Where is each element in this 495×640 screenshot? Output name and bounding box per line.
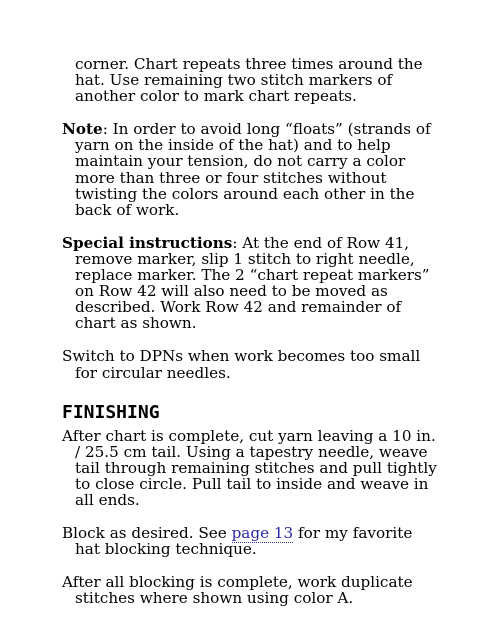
- chart-repeats-paragraph: corner. Chart repeats three times around the hat. Use remaining two stitch markers of another color to mark chart repeats.: [75, 55, 423, 106]
- note-text: : In order to avoid long “floats” (strands of yarn on the inside of the hat) and to help maintain your tension, do not carry a color more than three or four stitches without twisting the colors around each other in the back of work.: [75, 120, 431, 219]
- after-chart-paragraph: After chart is complete, cut yarn leaving a 10 in. / 25.5 cm tail. Using a tapestry needle, weave tail through remaining stitches and pull tightly to close circle. Pull tail to inside and weave in all ends.: [62, 426, 437, 509]
- switch-dpns-paragraph: Switch to DPNs when work becomes too small for circular needles.: [62, 347, 421, 382]
- page-13-link[interactable]: page 13: [231, 524, 294, 543]
- special-instructions-text: : At the end of Row 41, remove marker, slip 1 stitch to right needle, replace marker. The 2 “chart repeat markers” on Row 42 will also need to be moved as described. Work Row 42 and remainder of chart as shown.: [75, 233, 430, 333]
- note-paragraph: [62, 121, 442, 218]
- block-text-before: Block as desired. See: [62, 524, 232, 543]
- block-text-after: for my favorite hat blocking technique.: [75, 524, 413, 559]
- special-instructions-label: Special instructions: [62, 233, 233, 252]
- finishing-heading: FINISHING: [62, 401, 160, 423]
- document-body: [62, 56, 442, 606]
- note-label: Note: [62, 120, 103, 139]
- after-blocking-paragraph: After all blocking is complete, work duplicate stitches where shown using color A.: [62, 573, 413, 608]
- block-paragraph: [62, 525, 442, 557]
- special-instructions-paragraph: [62, 235, 442, 332]
